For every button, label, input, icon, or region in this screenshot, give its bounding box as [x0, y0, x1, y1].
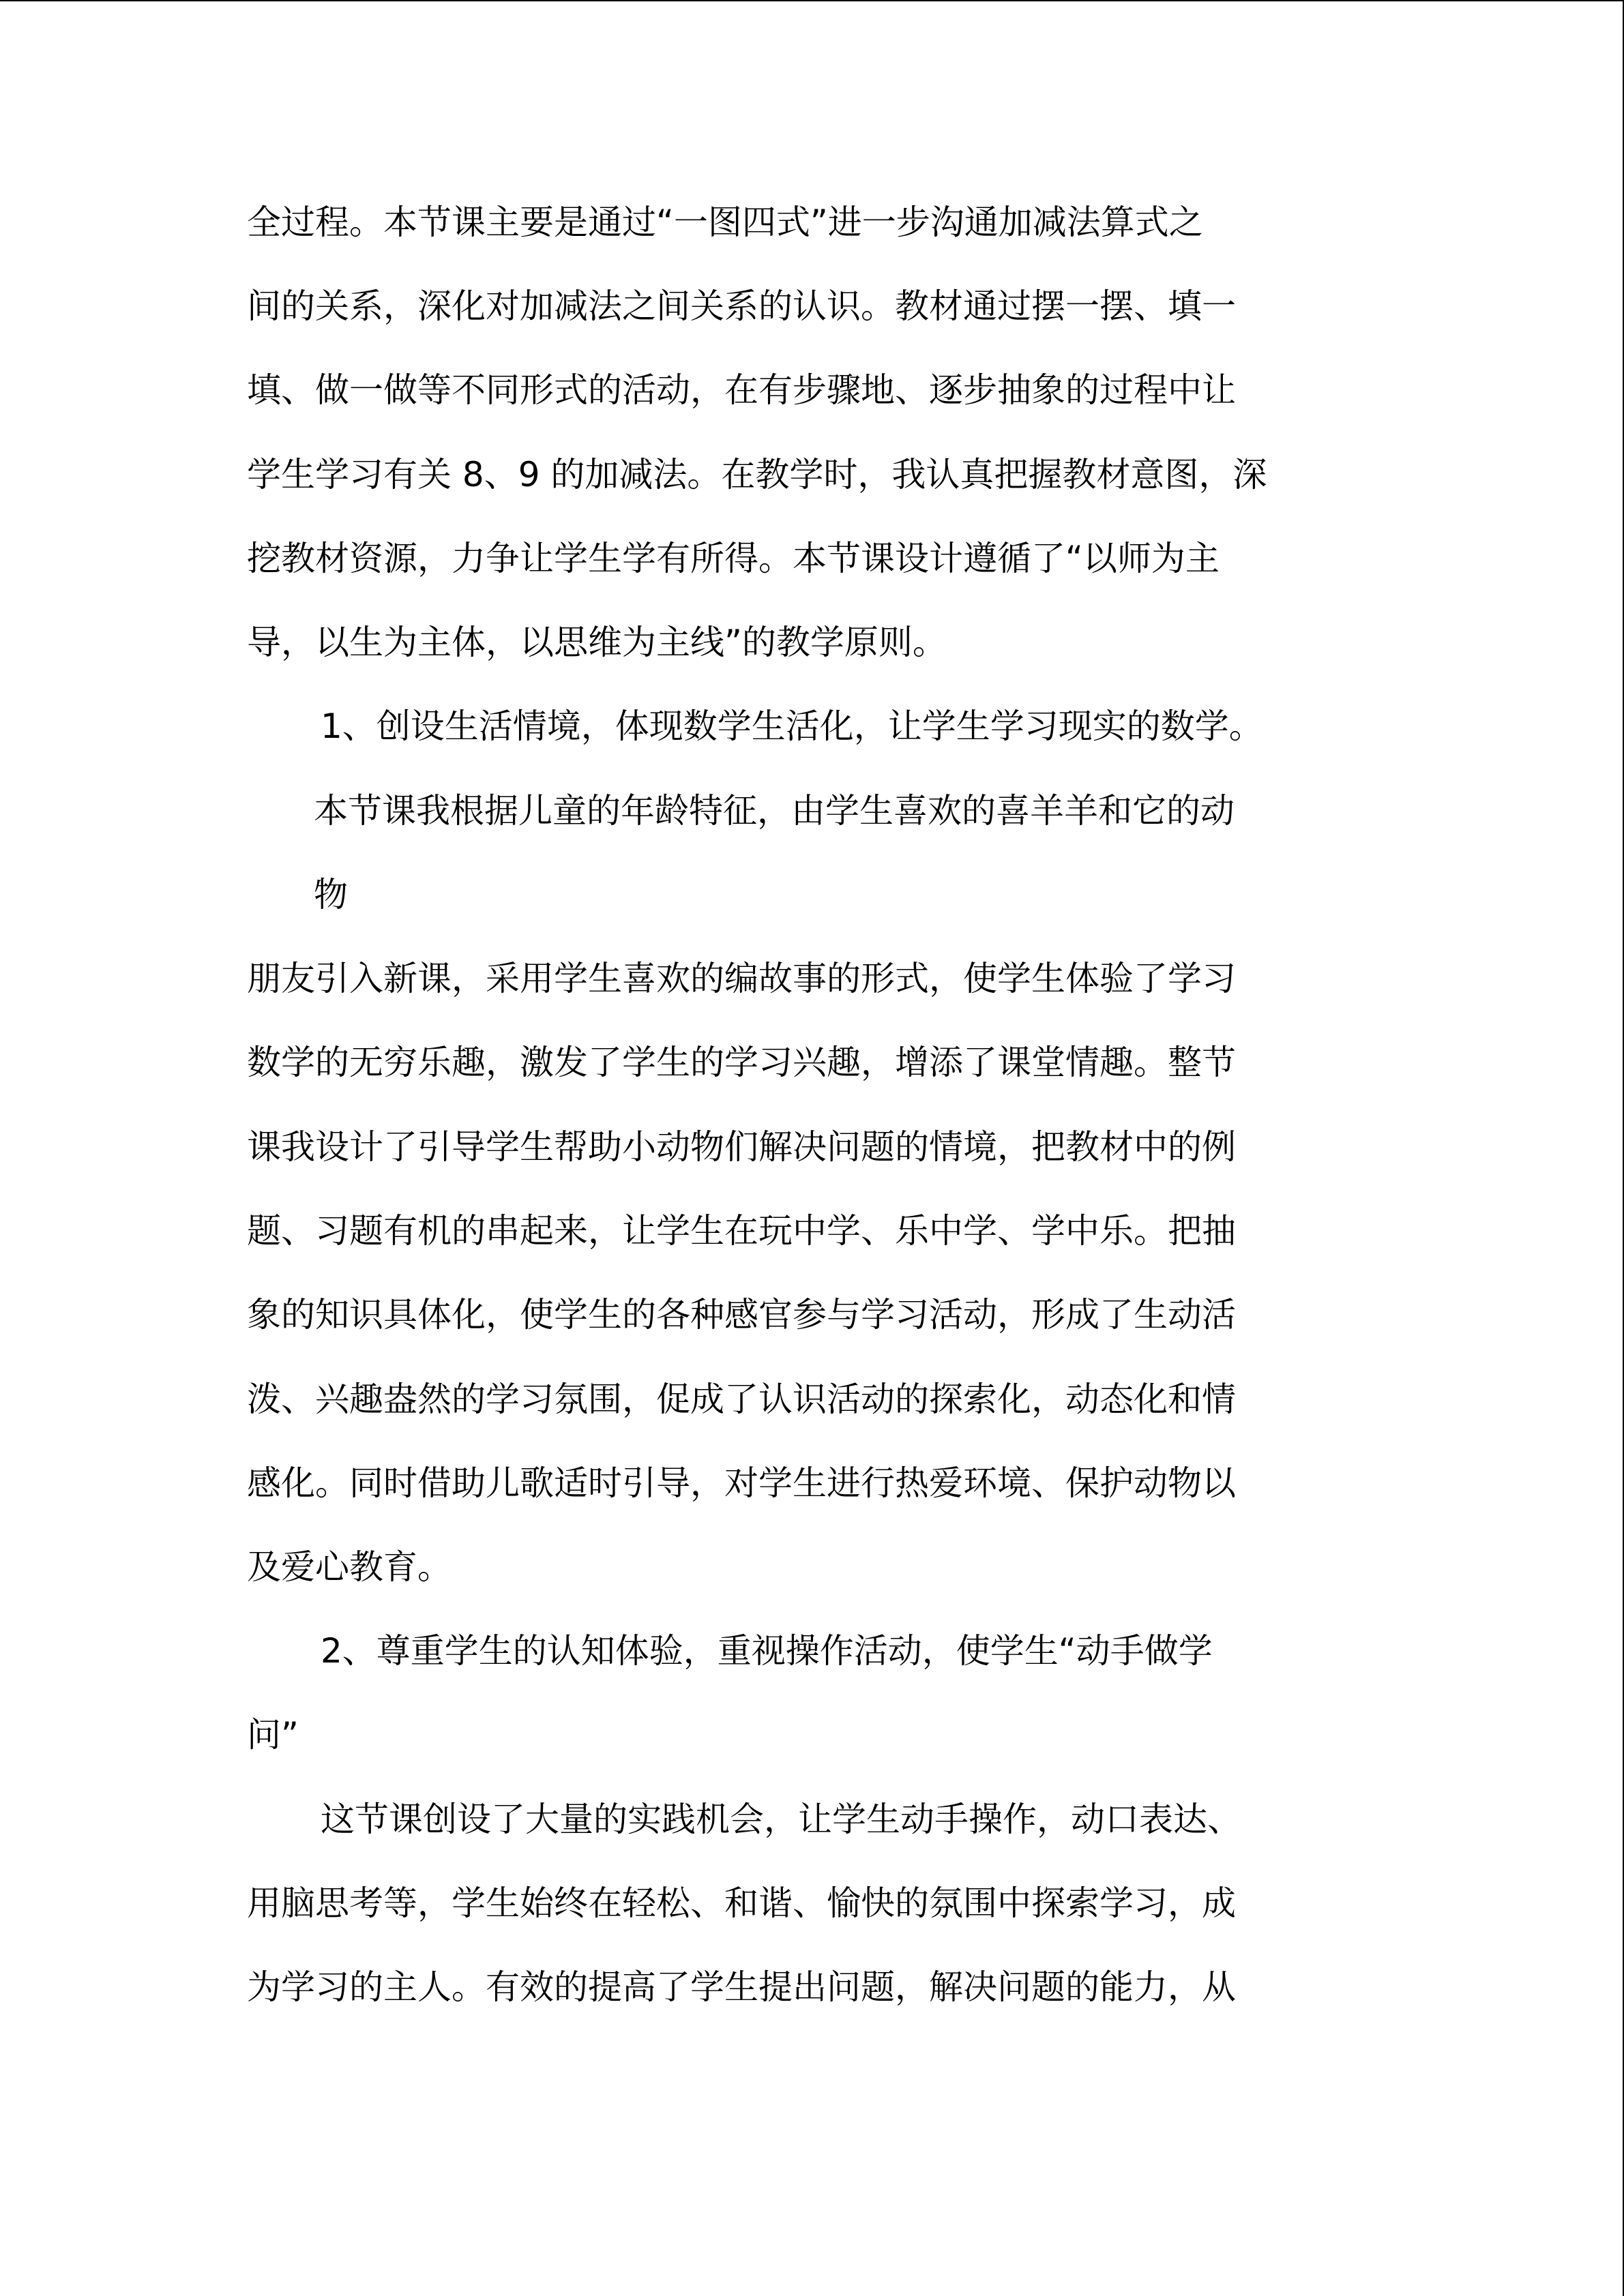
text-line-9: 物 [314, 875, 348, 914]
text-line-15: 泼、兴趣盎然的学习氛围，促成了认识活动的探索化，动态化和情 [247, 1380, 1236, 1419]
text-line-6: 导，以生为主体，以思维为主线”的教学原则。 [247, 623, 947, 662]
text-line-2: 间的关系，深化对加减法之间关系的认识。教材通过摆一摆、填一 [247, 286, 1236, 326]
text-line-16: 感化。同时借助儿歌适时引导，对学生进行热爱环境、保护动物以 [247, 1463, 1236, 1503]
text-line-10: 朋友引入新课，采用学生喜欢的编故事的形式，使学生体验了学习 [247, 959, 1236, 998]
text-line-22: 为学习的主人。有效的提高了学生提出问题，解决问题的能力，从 [247, 1967, 1236, 2007]
text-line-7: 1、创设生活情境，体现数学生活化，让学生学习现实的数学。 [321, 706, 1263, 746]
text-line-14: 象的知识具体化，使学生的各种感官参与学习活动，形成了生动活 [247, 1295, 1236, 1335]
text-line-5: 挖教材资源，力争让学生学有所得。本节课设计遵循了“以师为主 [247, 539, 1220, 578]
text-line-18: 2、尊重学生的认知体验，重视操作活动，使学生“动手做学 [321, 1631, 1213, 1671]
text-line-8: 本节课我根据儿童的年龄特征，由学生喜欢的喜羊羊和它的动 [314, 791, 1235, 831]
text-line-11: 数学的无穷乐趣，激发了学生的学习兴趣，增添了课堂情趣。整节 [247, 1043, 1236, 1082]
text-line-21: 用脑思考等，学生始终在轻松、和谐、愉快的氛围中探索学习，成 [247, 1883, 1236, 1923]
text-line-19: 问” [247, 1715, 299, 1755]
text-line-20: 这节课创设了大量的实践机会，让学生动手操作，动口表达、 [321, 1800, 1241, 1839]
text-line-13: 题、习题有机的串起来，让学生在玩中学、乐中学、学中乐。把抽 [247, 1211, 1236, 1251]
text-line-4: 学生学习有关 8、9 的加减法。在教学时，我认真把握教材意图，深 [247, 455, 1267, 494]
text-line-17: 及爱心教育。 [247, 1547, 452, 1587]
text-line-1: 全过程。本节课主要是通过“一图四式”进一步沟通加减法算式之 [247, 203, 1203, 242]
text-line-12: 课我设计了引导学生帮助小动物们解决问题的情境，把教材中的例 [247, 1127, 1236, 1167]
text-line-3: 填、做一做等不同形式的活动，在有步骤地、逐步抽象的过程中让 [247, 370, 1236, 410]
